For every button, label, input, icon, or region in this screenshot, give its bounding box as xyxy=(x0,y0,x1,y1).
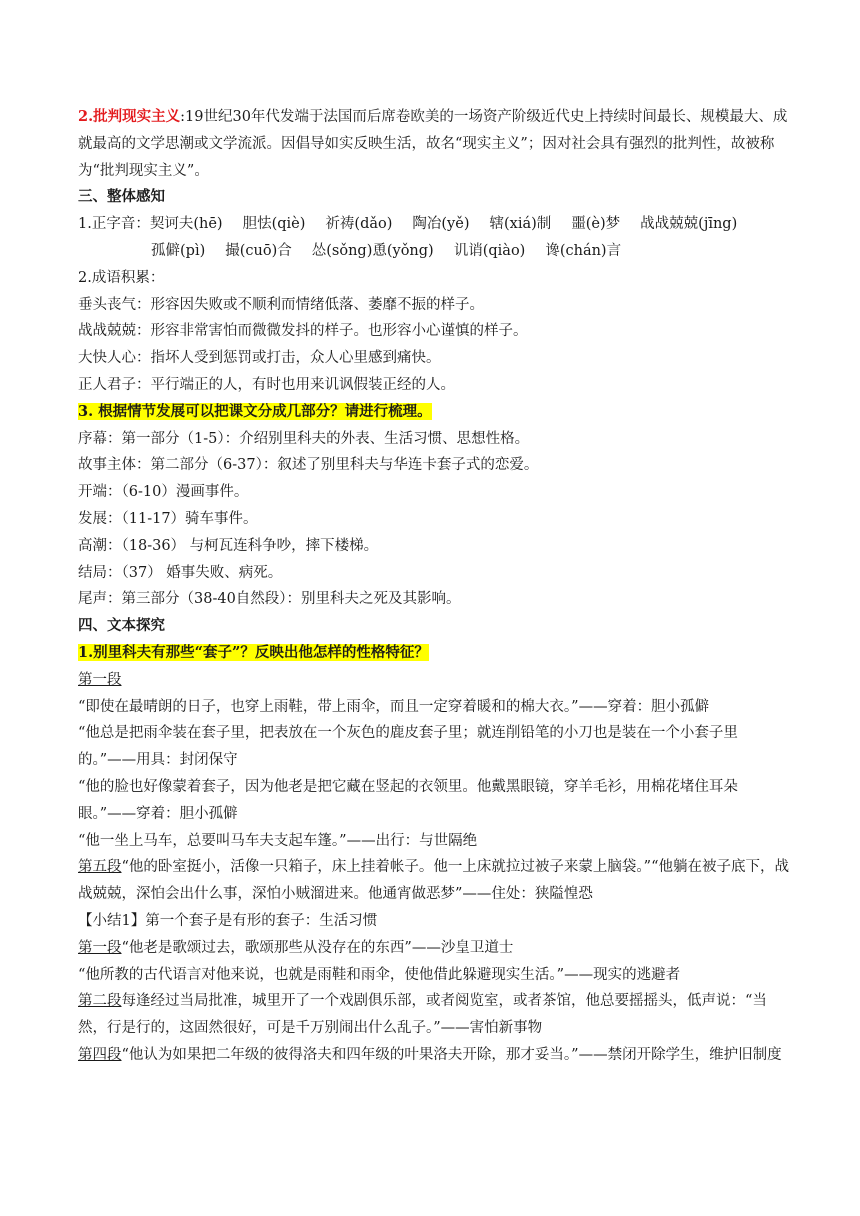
quote-line: “即使在最晴朗的日子，也穿上雨鞋，带上雨伞，而且一定穿着暖和的棉大衣。”——穿着：胆小孤僻 xyxy=(78,698,710,715)
definition-label: 2.批判现实主义 xyxy=(78,108,181,125)
quote-line: “他所教的古代语言对他来说，也就是雨鞋和雨伞，使他借此躲避现实生活。”——现实的逃避者 xyxy=(78,966,681,983)
structure-item: 高潮：（18-36） 与柯瓦连科争吵，摔下楼梯。 xyxy=(78,537,379,554)
idiom-item: 大快人心：指坏人受到惩罚或打击，众人心里感到痛快。 xyxy=(78,350,441,367)
pinyin-word: 讥诮(qiào) xyxy=(453,242,526,259)
paragraph-label: 第一段 xyxy=(78,671,122,688)
pinyin-word: 陶冶(yě) xyxy=(412,216,470,233)
quote-text: “他的卧室挺小，活像一只箱子，床上挂着帐子。他一上床就拉过被子来蒙上脑袋。”“他躺在被子底下，战战兢兢，深怕会出什么事，深怕小贼溜进来。他通宵做恶梦”——住处：狭隘惶恐 xyxy=(78,859,789,903)
paragraph-label: 第一段 xyxy=(78,939,122,956)
quote-line: “他的脸也好像蒙着套子，因为他老是把它藏在竖起的衣领里。他戴黑眼镜，穿羊毛衫，用棉花堵住耳朵眼。”——穿着：胆小孤僻 xyxy=(78,778,738,822)
structure-item: 结局：（37） 婚事失败、病死。 xyxy=(78,564,283,581)
paragraph-label: 第二段 xyxy=(78,993,122,1010)
idiom-item: 垂头丧气：形容因失败或不顺利而情绪低落、萎靡不振的样子。 xyxy=(78,296,484,313)
question-structure xyxy=(78,399,790,426)
highlighted-question: 1.别里科夫有那些“套子”？反映出他怎样的性格特征？ xyxy=(78,643,429,661)
quote-line: “他一坐上马车，总要叫马车夫支起车篷。”——出行：与世隔绝 xyxy=(78,832,478,849)
pinyin-word: 谗(chán)言 xyxy=(545,242,622,259)
definition-critical-realism xyxy=(78,104,790,184)
idiom-item: 战战兢兢：形容非常害怕而微微发抖的样子。也形容小心谨慎的样子。 xyxy=(78,323,528,340)
summary-line: 【小结1】第一个套子是有形的套子：生活习惯 xyxy=(78,912,378,929)
structure-item: 开端：（6-10）漫画事件。 xyxy=(78,484,249,501)
quote-text: “他老是歌颂过去，歌颂那些从没存在的东西”——沙皇卫道士 xyxy=(121,939,514,956)
structure-item: 尾声：第三部分（38-40自然段）：别里科夫之死及其影响。 xyxy=(78,591,461,608)
paragraph-label: 第五段 xyxy=(78,859,122,876)
pinyin-word: 战战兢兢(jīng) xyxy=(640,216,738,233)
paragraph-label: 第四段 xyxy=(78,1046,122,1063)
idiom-item: 正人君子：平行端正的人，有时也用来讥讽假装正经的人。 xyxy=(78,376,455,393)
pinyin-label: 1.正字音： xyxy=(78,216,150,233)
document-page xyxy=(78,104,790,1069)
pinyin-word: 契诃夫(hē) xyxy=(149,216,223,233)
pinyin-word: 噩(è)梦 xyxy=(571,216,621,233)
pinyin-word: 辖(xiá)制 xyxy=(489,216,552,233)
quote-text: “他认为如果把二年级的彼得洛夫和四年级的叶果洛夫开除，那才妥当。”——禁闭开除学生，维护旧制度 xyxy=(121,1046,782,1063)
pinyin-word: 胆怯(qiè) xyxy=(242,216,306,233)
section-heading-text-study: 四、文本探究 xyxy=(78,618,165,635)
section-heading-overall: 三、整体感知 xyxy=(78,189,165,206)
quote-line xyxy=(78,854,790,908)
pinyin-row-1 xyxy=(78,211,790,238)
paragraph-label-row xyxy=(78,667,790,694)
pinyin-word: 孤僻(pì) xyxy=(151,242,206,259)
structure-item: 故事主体：第二部分（6-37）：叙述了别里科夫与华连卡套子式的恋爱。 xyxy=(78,457,539,474)
idioms-label: 2.成语积累： xyxy=(78,269,165,286)
quote-text: 每逢经过当局批准，城里开了一个戏剧俱乐部，或者阅览室，或者茶馆，他总要摇摇头，低声说：“当然，行是行的，这固然很好，可是千万别闹出什么乱子。”——害怕新事物 xyxy=(78,993,767,1037)
highlighted-question: 3. 根据情节发展可以把课文分成几部分？请进行梳理。 xyxy=(78,402,432,420)
quote-line xyxy=(78,935,790,962)
pinyin-word: 祈祷(dǎo) xyxy=(325,216,393,233)
pinyin-word: 撮(cuō)合 xyxy=(225,242,292,259)
quote-line: “他总是把雨伞装在套子里，把表放在一个灰色的鹿皮套子里；就连削铅笔的小刀也是装在一个小套子里的。”——用具：封闭保守 xyxy=(78,725,738,769)
question-covers xyxy=(78,640,790,667)
quote-line xyxy=(78,988,790,1042)
structure-item: 发展：（11-17）骑车事件。 xyxy=(78,510,258,527)
quote-line xyxy=(78,1042,790,1069)
structure-item: 序幕：第一部分（1-5）：介绍别里科夫的外表、生活习惯、思想性格。 xyxy=(78,430,530,447)
pinyin-row-2 xyxy=(78,238,790,265)
pinyin-word: 怂(sǒng)恿(yǒng) xyxy=(311,242,434,259)
definition-text: :19世纪30年代发端于法国而后席卷欧美的一场资产阶级近代史上持续时间最长、规模最大、成就最高的文学思潮或文学流派。因倡导如实反映生活，故名“现实主义”；因对社会具有强烈的批判性，故被称为“批判现实主义”。 xyxy=(78,109,788,179)
